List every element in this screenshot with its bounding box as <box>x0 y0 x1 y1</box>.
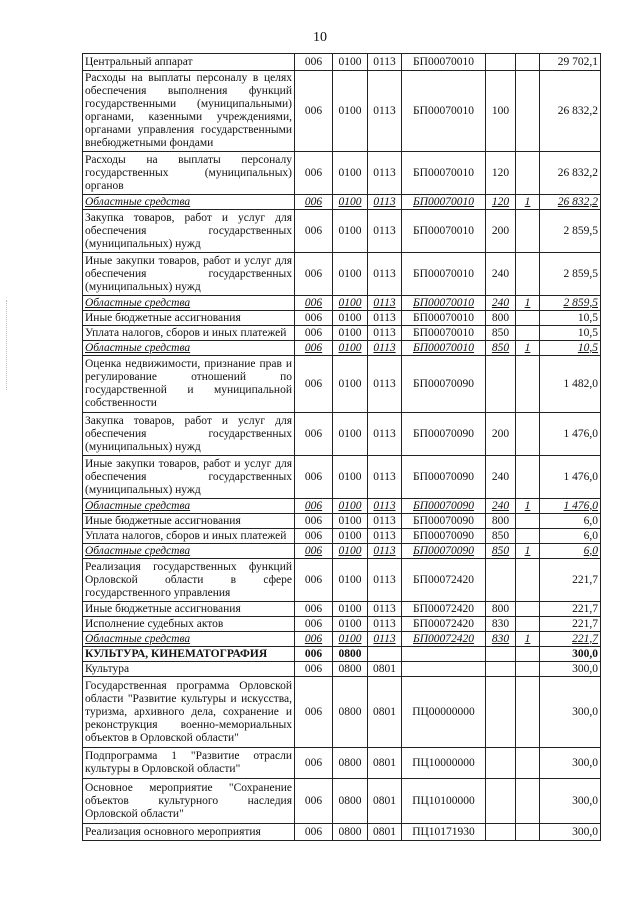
ved-code: 006 <box>295 152 333 195</box>
target-article-code: БП00070010 <box>402 54 486 71</box>
amount: 29 702,1 <box>540 54 601 71</box>
table-row <box>83 647 601 662</box>
ved-code: 006 <box>295 456 333 499</box>
row-name: КУЛЬТУРА, КИНЕМАТОГРАФИЯ <box>83 647 295 662</box>
section-code: 0800 <box>333 748 368 779</box>
funding-source-code: 1 <box>516 499 540 514</box>
funding-source-code: 1 <box>516 296 540 311</box>
funding-source-code <box>516 356 540 413</box>
funding-source-code: 1 <box>516 341 540 356</box>
funding-source-code <box>516 514 540 529</box>
table-row <box>83 54 601 71</box>
table-row <box>83 413 601 456</box>
amount: 6,0 <box>540 514 601 529</box>
row-name: Иные бюджетные ассигнования <box>83 514 295 529</box>
amount: 2 859,5 <box>540 296 601 311</box>
ved-code: 006 <box>295 748 333 779</box>
ved-code: 006 <box>295 356 333 413</box>
amount: 2 859,5 <box>540 253 601 296</box>
expense-type-code: 830 <box>486 617 516 632</box>
ved-code: 006 <box>295 662 333 677</box>
table-row <box>83 602 601 617</box>
subsection-code: 0801 <box>368 748 402 779</box>
funding-source-code <box>516 779 540 824</box>
expense-type-code: 200 <box>486 413 516 456</box>
subsection-code: 0113 <box>368 544 402 559</box>
row-name: Государственная программа Орловской области "Развитие культуры и искусства, туризма, архивного дела, сохранение и реконструкция военно-мемориальных объектов в Орловской области" <box>83 677 295 748</box>
target-article-code: БП00070090 <box>402 413 486 456</box>
target-article-code <box>402 662 486 677</box>
funding-source-code <box>516 662 540 677</box>
budget-table <box>82 53 601 841</box>
funding-source-code <box>516 311 540 326</box>
ved-code: 006 <box>295 296 333 311</box>
ved-code: 006 <box>295 499 333 514</box>
amount: 1 476,0 <box>540 413 601 456</box>
target-article-code: БП00070010 <box>402 195 486 210</box>
funding-source-code <box>516 456 540 499</box>
budget-table-body <box>83 54 601 841</box>
funding-source-code <box>516 71 540 152</box>
amount: 10,5 <box>540 326 601 341</box>
row-name: Уплата налогов, сборов и иных платежей <box>83 529 295 544</box>
amount: 221,7 <box>540 559 601 602</box>
table-row <box>83 311 601 326</box>
target-article-code: БП00070010 <box>402 326 486 341</box>
ved-code: 006 <box>295 326 333 341</box>
target-article-code: БП00072420 <box>402 559 486 602</box>
row-name: Закупка товаров, работ и услуг для обеспечения государственных (муниципальных) нужд <box>83 413 295 456</box>
row-name: Закупка товаров, работ и услуг для обеспечения государственных (муниципальных) нужд <box>83 210 295 253</box>
funding-source-code: 1 <box>516 632 540 647</box>
table-row <box>83 779 601 824</box>
section-code: 0800 <box>333 662 368 677</box>
table-row <box>83 326 601 341</box>
expense-type-code <box>486 662 516 677</box>
amount: 6,0 <box>540 529 601 544</box>
table-row <box>83 152 601 195</box>
subsection-code: 0113 <box>368 341 402 356</box>
funding-source-code <box>516 54 540 71</box>
row-name: Областные средства <box>83 296 295 311</box>
subsection-code: 0113 <box>368 514 402 529</box>
table-row <box>83 341 601 356</box>
row-name: Иные бюджетные ассигнования <box>83 602 295 617</box>
target-article-code: БП00070010 <box>402 152 486 195</box>
expense-type-code: 800 <box>486 311 516 326</box>
ved-code: 006 <box>295 311 333 326</box>
section-code: 0100 <box>333 529 368 544</box>
amount: 10,5 <box>540 341 601 356</box>
subsection-code: 0113 <box>368 413 402 456</box>
subsection-code: 0113 <box>368 195 402 210</box>
target-article-code: БП00070010 <box>402 253 486 296</box>
funding-source-code <box>516 253 540 296</box>
ved-code: 006 <box>295 677 333 748</box>
subsection-code: 0113 <box>368 71 402 152</box>
funding-source-code <box>516 326 540 341</box>
ved-code: 006 <box>295 617 333 632</box>
row-name: Областные средства <box>83 341 295 356</box>
ved-code: 006 <box>295 195 333 210</box>
funding-source-code <box>516 824 540 841</box>
funding-source-code <box>516 559 540 602</box>
ved-code: 006 <box>295 559 333 602</box>
table-row <box>83 632 601 647</box>
expense-type-code <box>486 824 516 841</box>
funding-source-code: 1 <box>516 544 540 559</box>
section-code: 0100 <box>333 326 368 341</box>
amount: 300,0 <box>540 647 601 662</box>
section-code: 0100 <box>333 499 368 514</box>
target-article-code: ПЦ10171930 <box>402 824 486 841</box>
amount: 6,0 <box>540 544 601 559</box>
ved-code: 006 <box>295 210 333 253</box>
subsection-code: 0113 <box>368 602 402 617</box>
table-row <box>83 210 601 253</box>
amount: 26 832,2 <box>540 152 601 195</box>
section-code: 0100 <box>333 632 368 647</box>
table-row <box>83 71 601 152</box>
section-code: 0100 <box>333 341 368 356</box>
target-article-code: БП00072420 <box>402 602 486 617</box>
target-article-code: ПЦ10100000 <box>402 779 486 824</box>
row-name: Центральный аппарат <box>83 54 295 71</box>
subsection-code: 0801 <box>368 677 402 748</box>
target-article-code: БП00070090 <box>402 544 486 559</box>
target-article-code: БП00070010 <box>402 341 486 356</box>
section-code: 0100 <box>333 311 368 326</box>
row-name: Иные закупки товаров, работ и услуг для обеспечения государственных (муниципальных) нужд <box>83 253 295 296</box>
ved-code: 006 <box>295 632 333 647</box>
table-row <box>83 499 601 514</box>
section-code: 0100 <box>333 356 368 413</box>
amount: 300,0 <box>540 824 601 841</box>
table-row <box>83 195 601 210</box>
subsection-code: 0113 <box>368 296 402 311</box>
row-name: Областные средства <box>83 544 295 559</box>
amount: 300,0 <box>540 677 601 748</box>
section-code: 0100 <box>333 71 368 152</box>
expense-type-code <box>486 647 516 662</box>
section-code: 0100 <box>333 617 368 632</box>
row-name: Иные закупки товаров, работ и услуг для обеспечения государственных (муниципальных) нужд <box>83 456 295 499</box>
subsection-code: 0113 <box>368 356 402 413</box>
ved-code: 006 <box>295 54 333 71</box>
table-row <box>83 559 601 602</box>
target-article-code: БП00070010 <box>402 296 486 311</box>
subsection-code: 0113 <box>368 311 402 326</box>
row-name: Подпрограмма 1 "Развитие отрасли культуры в Орловской области" <box>83 748 295 779</box>
expense-type-code: 850 <box>486 341 516 356</box>
expense-type-code: 200 <box>486 210 516 253</box>
ved-code: 006 <box>295 341 333 356</box>
section-code: 0100 <box>333 253 368 296</box>
expense-type-code: 850 <box>486 326 516 341</box>
subsection-code: 0801 <box>368 779 402 824</box>
section-code: 0800 <box>333 824 368 841</box>
row-name: Культура <box>83 662 295 677</box>
subsection-code: 0113 <box>368 253 402 296</box>
funding-source-code <box>516 748 540 779</box>
expense-type-code <box>486 559 516 602</box>
expense-type-code: 120 <box>486 195 516 210</box>
section-code: 0100 <box>333 195 368 210</box>
subsection-code: 0113 <box>368 617 402 632</box>
amount: 1 476,0 <box>540 499 601 514</box>
amount: 300,0 <box>540 748 601 779</box>
row-name: Областные средства <box>83 499 295 514</box>
expense-type-code: 120 <box>486 152 516 195</box>
section-code: 0100 <box>333 152 368 195</box>
amount: 221,7 <box>540 632 601 647</box>
expense-type-code: 240 <box>486 296 516 311</box>
table-row <box>83 529 601 544</box>
table-row <box>83 296 601 311</box>
subsection-code: 0113 <box>368 456 402 499</box>
table-row <box>83 253 601 296</box>
amount: 26 832,2 <box>540 195 601 210</box>
funding-source-code <box>516 529 540 544</box>
amount: 1 476,0 <box>540 456 601 499</box>
subsection-code: 0113 <box>368 152 402 195</box>
expense-type-code: 850 <box>486 529 516 544</box>
subsection-code: 0801 <box>368 824 402 841</box>
target-article-code: БП00072420 <box>402 632 486 647</box>
ved-code: 006 <box>295 529 333 544</box>
section-code: 0100 <box>333 544 368 559</box>
subsection-code: 0113 <box>368 326 402 341</box>
funding-source-code <box>516 602 540 617</box>
target-article-code: БП00070090 <box>402 456 486 499</box>
section-code: 0800 <box>333 647 368 662</box>
subsection-code: 0113 <box>368 529 402 544</box>
expense-type-code <box>486 677 516 748</box>
ved-code: 006 <box>295 544 333 559</box>
amount: 300,0 <box>540 779 601 824</box>
target-article-code: БП00070090 <box>402 356 486 413</box>
amount: 1 482,0 <box>540 356 601 413</box>
funding-source-code <box>516 647 540 662</box>
ved-code: 006 <box>295 647 333 662</box>
row-name: Иные бюджетные ассигнования <box>83 311 295 326</box>
target-article-code: БП00070010 <box>402 210 486 253</box>
expense-type-code: 240 <box>486 253 516 296</box>
subsection-code: 0113 <box>368 632 402 647</box>
row-name: Областные средства <box>83 632 295 647</box>
ved-code: 006 <box>295 779 333 824</box>
target-article-code: ПЦ00000000 <box>402 677 486 748</box>
section-code: 0100 <box>333 210 368 253</box>
funding-source-code <box>516 617 540 632</box>
row-name: Оценка недвижимости, признание прав и регулирование отношений по государственной и муниципальной собственности <box>83 356 295 413</box>
amount: 300,0 <box>540 662 601 677</box>
target-article-code <box>402 647 486 662</box>
funding-source-code <box>516 413 540 456</box>
ved-code: 006 <box>295 824 333 841</box>
section-code: 0100 <box>333 602 368 617</box>
table-row <box>83 356 601 413</box>
row-name: Основное мероприятие "Сохранение объектов культурного наследия Орловской области" <box>83 779 295 824</box>
row-name: Областные средства <box>83 195 295 210</box>
table-row <box>83 748 601 779</box>
target-article-code: БП00070090 <box>402 514 486 529</box>
target-article-code: БП00070010 <box>402 311 486 326</box>
amount: 26 832,2 <box>540 71 601 152</box>
expense-type-code <box>486 748 516 779</box>
section-code: 0100 <box>333 413 368 456</box>
target-article-code: ПЦ10000000 <box>402 748 486 779</box>
section-code: 0100 <box>333 54 368 71</box>
funding-source-code <box>516 152 540 195</box>
section-code: 0800 <box>333 677 368 748</box>
subsection-code <box>368 647 402 662</box>
expense-type-code <box>486 779 516 824</box>
target-article-code: БП00072420 <box>402 617 486 632</box>
ved-code: 006 <box>295 253 333 296</box>
subsection-code: 0801 <box>368 662 402 677</box>
expense-type-code: 240 <box>486 499 516 514</box>
target-article-code: БП00070090 <box>402 529 486 544</box>
subsection-code: 0113 <box>368 499 402 514</box>
scan-margin-mark <box>6 300 8 390</box>
table-row <box>83 617 601 632</box>
row-name: Уплата налогов, сборов и иных платежей <box>83 326 295 341</box>
section-code: 0100 <box>333 514 368 529</box>
target-article-code: БП00070010 <box>402 71 486 152</box>
amount: 221,7 <box>540 602 601 617</box>
subsection-code: 0113 <box>368 54 402 71</box>
table-row <box>83 824 601 841</box>
amount: 10,5 <box>540 311 601 326</box>
expense-type-code: 240 <box>486 456 516 499</box>
amount: 2 859,5 <box>540 210 601 253</box>
funding-source-code <box>516 210 540 253</box>
row-name: Расходы на выплаты персоналу в целях обеспечения выполнения функций государственными (муниципальными) органами, казенными учреждениями, органами управления государственными внебюджетными фондами <box>83 71 295 152</box>
section-code: 0800 <box>333 779 368 824</box>
table-row <box>83 677 601 748</box>
expense-type-code <box>486 54 516 71</box>
expense-type-code: 100 <box>486 71 516 152</box>
section-code: 0100 <box>333 559 368 602</box>
ved-code: 006 <box>295 71 333 152</box>
row-name: Расходы на выплаты персоналу государственных (муниципальных) органов <box>83 152 295 195</box>
page-number: 10 <box>313 30 327 45</box>
table-row <box>83 662 601 677</box>
ved-code: 006 <box>295 514 333 529</box>
table-row <box>83 544 601 559</box>
table-row <box>83 456 601 499</box>
subsection-code: 0113 <box>368 559 402 602</box>
target-article-code: БП00070090 <box>402 499 486 514</box>
ved-code: 006 <box>295 413 333 456</box>
section-code: 0100 <box>333 296 368 311</box>
table-row <box>83 514 601 529</box>
expense-type-code: 800 <box>486 514 516 529</box>
row-name: Реализация государственных функций Орловской области в сфере государственного управления <box>83 559 295 602</box>
expense-type-code: 800 <box>486 602 516 617</box>
funding-source-code: 1 <box>516 195 540 210</box>
expense-type-code: 830 <box>486 632 516 647</box>
row-name: Исполнение судебных актов <box>83 617 295 632</box>
ved-code: 006 <box>295 602 333 617</box>
expense-type-code <box>486 356 516 413</box>
amount: 221,7 <box>540 617 601 632</box>
section-code: 0100 <box>333 456 368 499</box>
expense-type-code: 850 <box>486 544 516 559</box>
row-name: Реализация основного мероприятия <box>83 824 295 841</box>
subsection-code: 0113 <box>368 210 402 253</box>
funding-source-code <box>516 677 540 748</box>
